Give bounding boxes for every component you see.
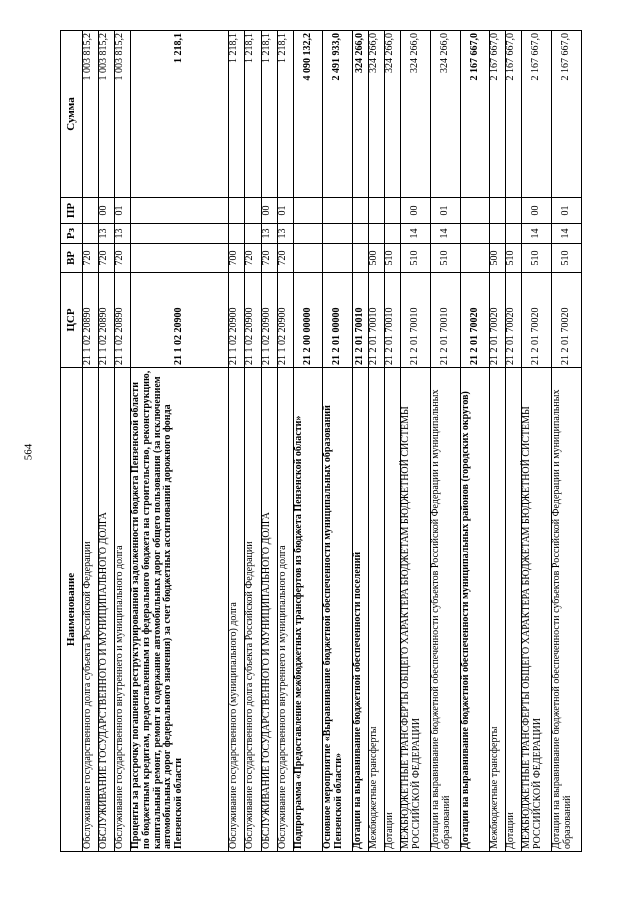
- cell-name: Дотации на выравнивание бюджетной обеспеченности субъектов Российской Федерации и муниципальных образований: [430, 368, 460, 852]
- cell-sum: 1 003 815,2: [99, 31, 115, 198]
- cell-rz: 14: [522, 224, 552, 244]
- cell-csr: 21 2 01 70010: [430, 273, 460, 368]
- table-row: [261, 31, 277, 852]
- cell-pr: [385, 198, 401, 224]
- cell-vr: 720: [245, 244, 261, 273]
- cell-vr: [323, 244, 353, 273]
- cell-vr: 500: [490, 244, 506, 273]
- cell-sum: 2 167 667,0: [522, 31, 552, 198]
- cell-sum: 1 003 815,2: [83, 31, 99, 198]
- cell-name: Основное мероприятие «Выравнивание бюджетной обеспеченности муниципальных образований Пензенской области»: [323, 368, 353, 852]
- cell-rz: [229, 224, 245, 244]
- cell-vr: [353, 244, 369, 273]
- cell-csr: 21 2 01 00000: [323, 273, 353, 368]
- cell-vr: 720: [83, 244, 99, 273]
- header-csr: ЦСР: [61, 273, 83, 368]
- cell-csr: 21 1 02 20890: [115, 273, 131, 368]
- cell-csr: 21 2 01 70010: [401, 273, 431, 368]
- header-name: Наименование: [61, 368, 83, 852]
- cell-name: Обслуживание государственного долга субъекта Российской Федерации: [83, 368, 99, 852]
- cell-pr: 00: [261, 198, 277, 224]
- table-row: [323, 31, 353, 852]
- header-rz: Рз: [61, 224, 83, 244]
- table-row: [277, 31, 293, 852]
- cell-sum: 324 266,0: [430, 31, 460, 198]
- table-row: [229, 31, 245, 852]
- cell-vr: 510: [401, 244, 431, 273]
- cell-name: ОБСЛУЖИВАНИЕ ГОСУДАРСТВЕННОГО И МУНИЦИПАЛЬНОГО ДОЛГА: [99, 368, 115, 852]
- cell-rz: [490, 224, 506, 244]
- cell-name: Обслуживание государственного внутреннего и муниципального долга: [277, 368, 293, 852]
- cell-sum: 324 266,0: [385, 31, 401, 198]
- cell-rz: [323, 224, 353, 244]
- table-row: [401, 31, 431, 852]
- cell-csr: 21 1 02 20890: [83, 273, 99, 368]
- cell-rz: [369, 224, 385, 244]
- page-number: 564: [22, 443, 35, 461]
- cell-csr: 21 1 02 20900: [261, 273, 277, 368]
- cell-rz: [293, 224, 323, 244]
- cell-rz: 13: [99, 224, 115, 244]
- cell-csr: 21 2 01 70010: [353, 273, 369, 368]
- table-row: [506, 31, 522, 852]
- cell-sum: 1 218,1: [229, 31, 245, 198]
- table-row: [353, 31, 369, 852]
- cell-name: Межбюджетные трансферты: [490, 368, 506, 852]
- cell-pr: 00: [401, 198, 431, 224]
- cell-vr: 720: [99, 244, 115, 273]
- cell-pr: [369, 198, 385, 224]
- cell-vr: [131, 244, 229, 273]
- table-row: [460, 31, 490, 852]
- cell-name: Дотации: [385, 368, 401, 852]
- cell-csr: 21 2 01 70020: [522, 273, 552, 368]
- table-row: [385, 31, 401, 852]
- cell-csr: 21 2 00 00000: [293, 273, 323, 368]
- cell-pr: [353, 198, 369, 224]
- table-row: [369, 31, 385, 852]
- cell-rz: [385, 224, 401, 244]
- table-row: [245, 31, 261, 852]
- cell-pr: 01: [277, 198, 293, 224]
- table-row: [83, 31, 99, 852]
- table-row: [99, 31, 115, 852]
- cell-name: Дотации на выравнивание бюджетной обеспеченности поселений: [353, 368, 369, 852]
- cell-csr: 21 1 02 20900: [229, 273, 245, 368]
- cell-vr: 510: [430, 244, 460, 273]
- cell-name: МЕЖБЮДЖЕТНЫЕ ТРАНСФЕРТЫ ОБЩЕГО ХАРАКТЕРА БЮДЖЕТАМ БЮДЖЕТНОЙ СИСТЕМЫ РОССИЙСКОЙ ФЕДЕРАЦИИ: [522, 368, 552, 852]
- cell-pr: [245, 198, 261, 224]
- cell-sum: 2 167 667,0: [506, 31, 522, 198]
- cell-rz: 14: [430, 224, 460, 244]
- cell-name: Обслуживание государственного (муниципального) долга: [229, 368, 245, 852]
- cell-csr: 21 2 01 70010: [385, 273, 401, 368]
- cell-vr: 510: [522, 244, 552, 273]
- cell-name: Обслуживание государственного долга субъекта Российской Федерации: [245, 368, 261, 852]
- cell-pr: [83, 198, 99, 224]
- cell-vr: [293, 244, 323, 273]
- cell-vr: 500: [369, 244, 385, 273]
- cell-name: Межбюджетные трансферты: [369, 368, 385, 852]
- cell-sum: 1 218,1: [245, 31, 261, 198]
- cell-pr: [490, 198, 506, 224]
- cell-vr: 720: [261, 244, 277, 273]
- cell-csr: 21 1 02 20890: [99, 273, 115, 368]
- cell-name: ОБСЛУЖИВАНИЕ ГОСУДАРСТВЕННОГО И МУНИЦИПАЛЬНОГО ДОЛГА: [261, 368, 277, 852]
- cell-pr: 01: [430, 198, 460, 224]
- cell-pr: [131, 198, 229, 224]
- header-sum: Сумма: [61, 31, 83, 198]
- cell-csr: 21 2 01 70020: [460, 273, 490, 368]
- cell-sum: 1 003 815,2: [115, 31, 131, 198]
- cell-rz: [460, 224, 490, 244]
- cell-csr: 21 1 02 20900: [245, 273, 261, 368]
- table-row: [115, 31, 131, 852]
- cell-csr: 21 2 01 70020: [490, 273, 506, 368]
- cell-vr: 510: [506, 244, 522, 273]
- table-row: [430, 31, 460, 852]
- table-row: [131, 31, 229, 852]
- cell-sum: 324 266,0: [401, 31, 431, 198]
- cell-pr: [460, 198, 490, 224]
- cell-vr: 720: [115, 244, 131, 273]
- cell-csr: 21 2 01 70010: [369, 273, 385, 368]
- cell-rz: [83, 224, 99, 244]
- cell-sum: 324 266,0: [353, 31, 369, 198]
- cell-pr: 01: [552, 198, 582, 224]
- cell-sum: 4 090 132,2: [293, 31, 323, 198]
- table-header-row: [61, 31, 83, 852]
- cell-csr: 21 2 01 70020: [506, 273, 522, 368]
- cell-name: Подпрограмма «Предоставление межбюджетных трансфертов из бюджета Пензенской области»: [293, 368, 323, 852]
- cell-name: Проценты за рассрочку погашения реструктурированной задолженности бюджета Пензенской области по бюджетным кредитам, предоставленным из федерального бюджета на строительство, реконструкцию, капитальный ремонт, ремонт и содержание автомобильных дорог общего пользования (за исключением автомобильных дорог федерального значения) за счет бюджетных ассигнований дорожного фонда Пензенской области: [131, 368, 229, 852]
- cell-sum: 1 218,1: [131, 31, 229, 198]
- cell-sum: 1 218,1: [261, 31, 277, 198]
- table-body: [83, 31, 582, 852]
- table-row: [490, 31, 506, 852]
- cell-rz: 14: [401, 224, 431, 244]
- cell-rz: [245, 224, 261, 244]
- cell-rz: 13: [115, 224, 131, 244]
- cell-vr: 510: [552, 244, 582, 273]
- cell-pr: [293, 198, 323, 224]
- cell-pr: 01: [115, 198, 131, 224]
- cell-sum: 2 167 667,0: [552, 31, 582, 198]
- cell-vr: 510: [385, 244, 401, 273]
- table-row: [293, 31, 323, 852]
- cell-vr: [460, 244, 490, 273]
- cell-name: Обслуживание государственного внутреннего и муниципального долга: [115, 368, 131, 852]
- cell-rz: 13: [261, 224, 277, 244]
- cell-pr: 00: [522, 198, 552, 224]
- rotated-page: [60, 31, 582, 852]
- cell-rz: [131, 224, 229, 244]
- table-row: [552, 31, 582, 852]
- cell-pr: [506, 198, 522, 224]
- cell-name: Дотации: [506, 368, 522, 852]
- cell-csr: 21 1 02 20900: [131, 273, 229, 368]
- table-row: [522, 31, 552, 852]
- header-pr: ПР: [61, 198, 83, 224]
- cell-vr: 700: [229, 244, 245, 273]
- header-vr: ВР: [61, 244, 83, 273]
- cell-name: Дотации на выравнивание бюджетной обеспеченности субъектов Российской Федерации и муниципальных образований: [552, 368, 582, 852]
- cell-rz: 13: [277, 224, 293, 244]
- budget-table: [60, 30, 582, 852]
- cell-name: МЕЖБЮДЖЕТНЫЕ ТРАНСФЕРТЫ ОБЩЕГО ХАРАКТЕРА БЮДЖЕТАМ БЮДЖЕТНОЙ СИСТЕМЫ РОССИЙСКОЙ ФЕДЕРАЦИИ: [401, 368, 431, 852]
- cell-pr: 00: [99, 198, 115, 224]
- cell-csr: 21 2 01 70020: [552, 273, 582, 368]
- cell-rz: 14: [552, 224, 582, 244]
- cell-sum: 2 167 667,0: [460, 31, 490, 198]
- cell-vr: 720: [277, 244, 293, 273]
- cell-sum: 2 167 667,0: [490, 31, 506, 198]
- cell-sum: 1 218,1: [277, 31, 293, 198]
- cell-sum: 324 266,0: [369, 31, 385, 198]
- cell-sum: 2 491 933,0: [323, 31, 353, 198]
- cell-pr: [229, 198, 245, 224]
- cell-name: Дотации на выравнивание бюджетной обеспеченности муниципальных районов (городских округов): [460, 368, 490, 852]
- cell-rz: [506, 224, 522, 244]
- cell-csr: 21 1 02 20900: [277, 273, 293, 368]
- cell-rz: [353, 224, 369, 244]
- cell-pr: [323, 198, 353, 224]
